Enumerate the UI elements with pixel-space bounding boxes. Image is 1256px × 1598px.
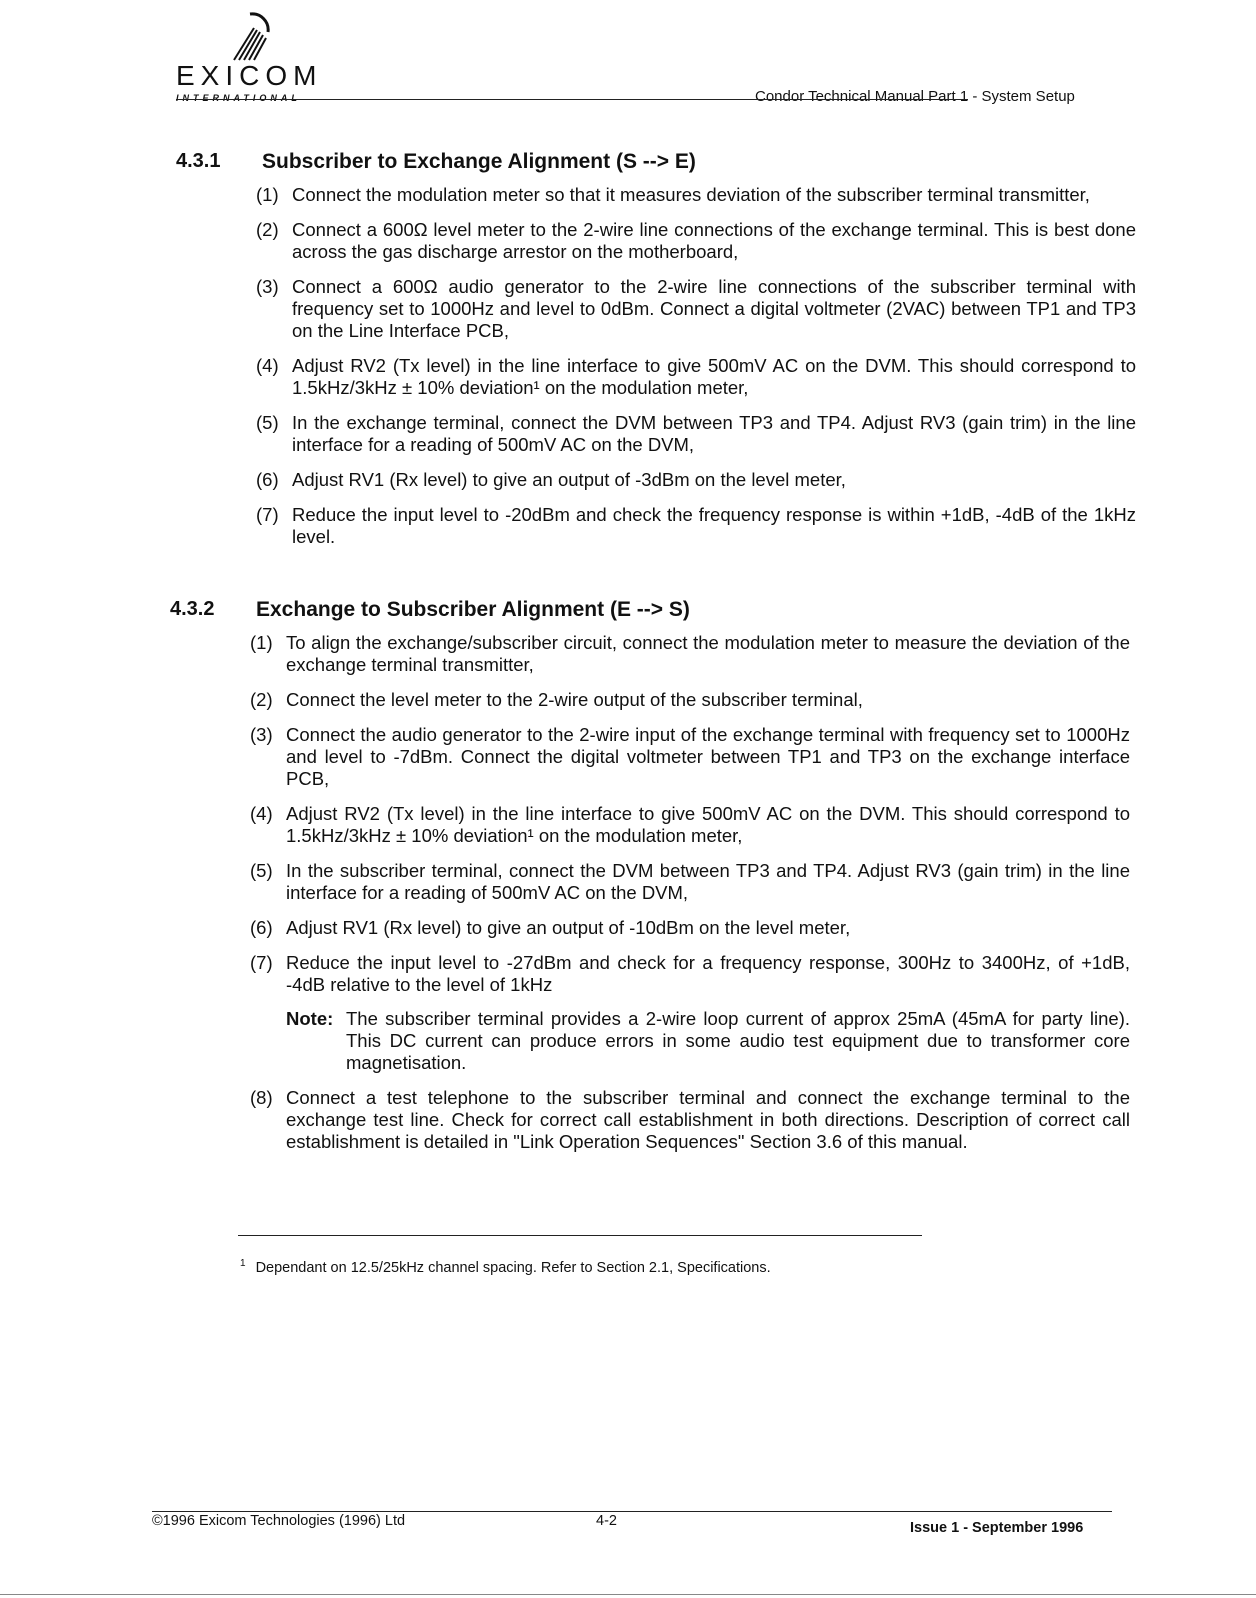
step-text: In the subscriber terminal, connect the DVM between TP3 and TP4. Adjust RV3 (gain trim) in the line interface for a reading of 500mV AC on the DVM, bbox=[286, 860, 1130, 903]
step-number: (1) bbox=[256, 184, 279, 205]
step-text: Connect the audio generator to the 2-wire input of the exchange terminal with frequency set to 1000Hz and level to -7dBm. Connect the digital voltmeter between TP1 and TP3 on the exchange interface PCB, bbox=[286, 724, 1130, 789]
step-number: (7) bbox=[256, 504, 279, 525]
step-text: Adjust RV2 (Tx level) in the line interface to give 500mV AC on the DVM. This should correspond to 1.5kHz/3kHz ± 10% deviation¹ on the modulation meter, bbox=[286, 803, 1130, 846]
step-number: (5) bbox=[256, 412, 279, 433]
step-text: Connect the level meter to the 2-wire output of the subscriber terminal, bbox=[286, 689, 863, 710]
list-item bbox=[250, 917, 1130, 939]
list-item bbox=[256, 469, 1136, 491]
footer-copyright: ©1996 Exicom Technologies (1996) Ltd bbox=[152, 1513, 406, 1529]
note-block bbox=[286, 1008, 1130, 1074]
list-item bbox=[256, 184, 1136, 206]
step-number: (3) bbox=[250, 724, 273, 745]
list-item bbox=[256, 504, 1136, 548]
step-number: (5) bbox=[250, 860, 273, 881]
footnote-mark: 1 bbox=[240, 1258, 246, 1269]
company-logo bbox=[176, 8, 356, 103]
step-number: (8) bbox=[250, 1087, 273, 1108]
note-label: Note: bbox=[286, 1008, 334, 1029]
footnote-divider bbox=[238, 1235, 922, 1236]
list-item bbox=[256, 276, 1136, 342]
step-number: (7) bbox=[250, 952, 273, 973]
footer-divider bbox=[152, 1511, 1112, 1512]
step-text: Connect the modulation meter so that it measures deviation of the subscriber terminal transmitter, bbox=[292, 184, 1090, 205]
step-number: (1) bbox=[250, 632, 273, 653]
step-number: (4) bbox=[256, 355, 279, 376]
note-text: The subscriber terminal provides a 2-wire loop current of approx 25mA (45mA for party line). This DC current can produce errors in some audio test equipment due to transformer core magnetisation. bbox=[346, 1008, 1130, 1073]
page-number: 4-2 bbox=[596, 1513, 617, 1529]
step-list bbox=[256, 184, 1136, 561]
step-text: Connect a 600Ω level meter to the 2-wire line connections of the exchange terminal. This is best done across the gas discharge arrestor on the motherboard, bbox=[292, 219, 1136, 262]
list-item bbox=[256, 219, 1136, 263]
list-item bbox=[256, 412, 1136, 456]
step-text: Adjust RV1 (Rx level) to give an output of -3dBm on the level meter, bbox=[292, 469, 846, 490]
list-item bbox=[250, 724, 1130, 790]
step-text: Reduce the input level to -20dBm and check the frequency response is within +1dB, -4dB of the 1kHz level. bbox=[292, 504, 1136, 547]
section-title: Exchange to Subscriber Alignment (E --> S) bbox=[256, 598, 690, 621]
section-number: 4.3.1 bbox=[176, 150, 221, 172]
list-item bbox=[250, 803, 1130, 847]
step-number: (4) bbox=[250, 803, 273, 824]
step-text: Adjust RV2 (Tx level) in the line interface to give 500mV AC on the DVM. This should correspond to 1.5kHz/3kHz ± 10% deviation¹ on the modulation meter, bbox=[292, 355, 1136, 398]
footnote-text: Dependant on 12.5/25kHz channel spacing. Refer to Section 2.1, Specifications. bbox=[255, 1259, 771, 1276]
section-number: 4.3.2 bbox=[170, 598, 215, 620]
logo-mark-icon bbox=[210, 8, 280, 68]
step-text: Adjust RV1 (Rx level) to give an output of -10dBm on the level meter, bbox=[286, 917, 851, 938]
step-number: (2) bbox=[250, 689, 273, 710]
document-header-title: Condor Technical Manual Part 1 - System Setup bbox=[755, 88, 1075, 105]
scan-edge-line bbox=[0, 1594, 1256, 1595]
step-number: (6) bbox=[250, 917, 273, 938]
footer-issue: Issue 1 - September 1996 bbox=[910, 1520, 1084, 1536]
footnote bbox=[240, 1258, 771, 1276]
step-number: (2) bbox=[256, 219, 279, 240]
step-text: To align the exchange/subscriber circuit, connect the modulation meter to measure the deviation of the exchange terminal transmitter, bbox=[286, 632, 1130, 675]
step-number: (3) bbox=[256, 276, 279, 297]
logo-subtitle: INTERNATIONAL bbox=[176, 93, 301, 103]
step-number: (6) bbox=[256, 469, 279, 490]
step-text: Connect a 600Ω audio generator to the 2-wire line connections of the subscriber terminal with frequency set to 1000Hz and level to 0dBm. Connect a digital voltmeter (2VAC) between TP1 and TP3 on the Line Interface PCB, bbox=[292, 276, 1136, 341]
step-text: Reduce the input level to -27dBm and check for a frequency response, 300Hz to 3400Hz, of +1dB, -4dB relative to the level of 1kHz bbox=[286, 952, 1130, 995]
step-text: In the exchange terminal, connect the DVM between TP3 and TP4. Adjust RV3 (gain trim) in the line interface for a reading of 500mV AC on the DVM, bbox=[292, 412, 1136, 455]
list-item bbox=[250, 1087, 1130, 1153]
list-item bbox=[250, 689, 1130, 711]
step-text: Connect a test telephone to the subscriber terminal and connect the exchange terminal to the exchange test line. Check for correct call establishment in both directions. Description of correct call establishment is detailed in "Link Operation Sequences" Section 3.6 of this manual. bbox=[286, 1087, 1130, 1152]
list-item bbox=[250, 860, 1130, 904]
list-item bbox=[250, 952, 1130, 1074]
logo-wordmark: EXICOM bbox=[176, 60, 323, 91]
header-divider bbox=[176, 99, 968, 100]
section-title: Subscriber to Exchange Alignment (S --> E) bbox=[262, 150, 696, 173]
step-list bbox=[250, 632, 1130, 1166]
list-item bbox=[250, 632, 1130, 676]
list-item bbox=[256, 355, 1136, 399]
